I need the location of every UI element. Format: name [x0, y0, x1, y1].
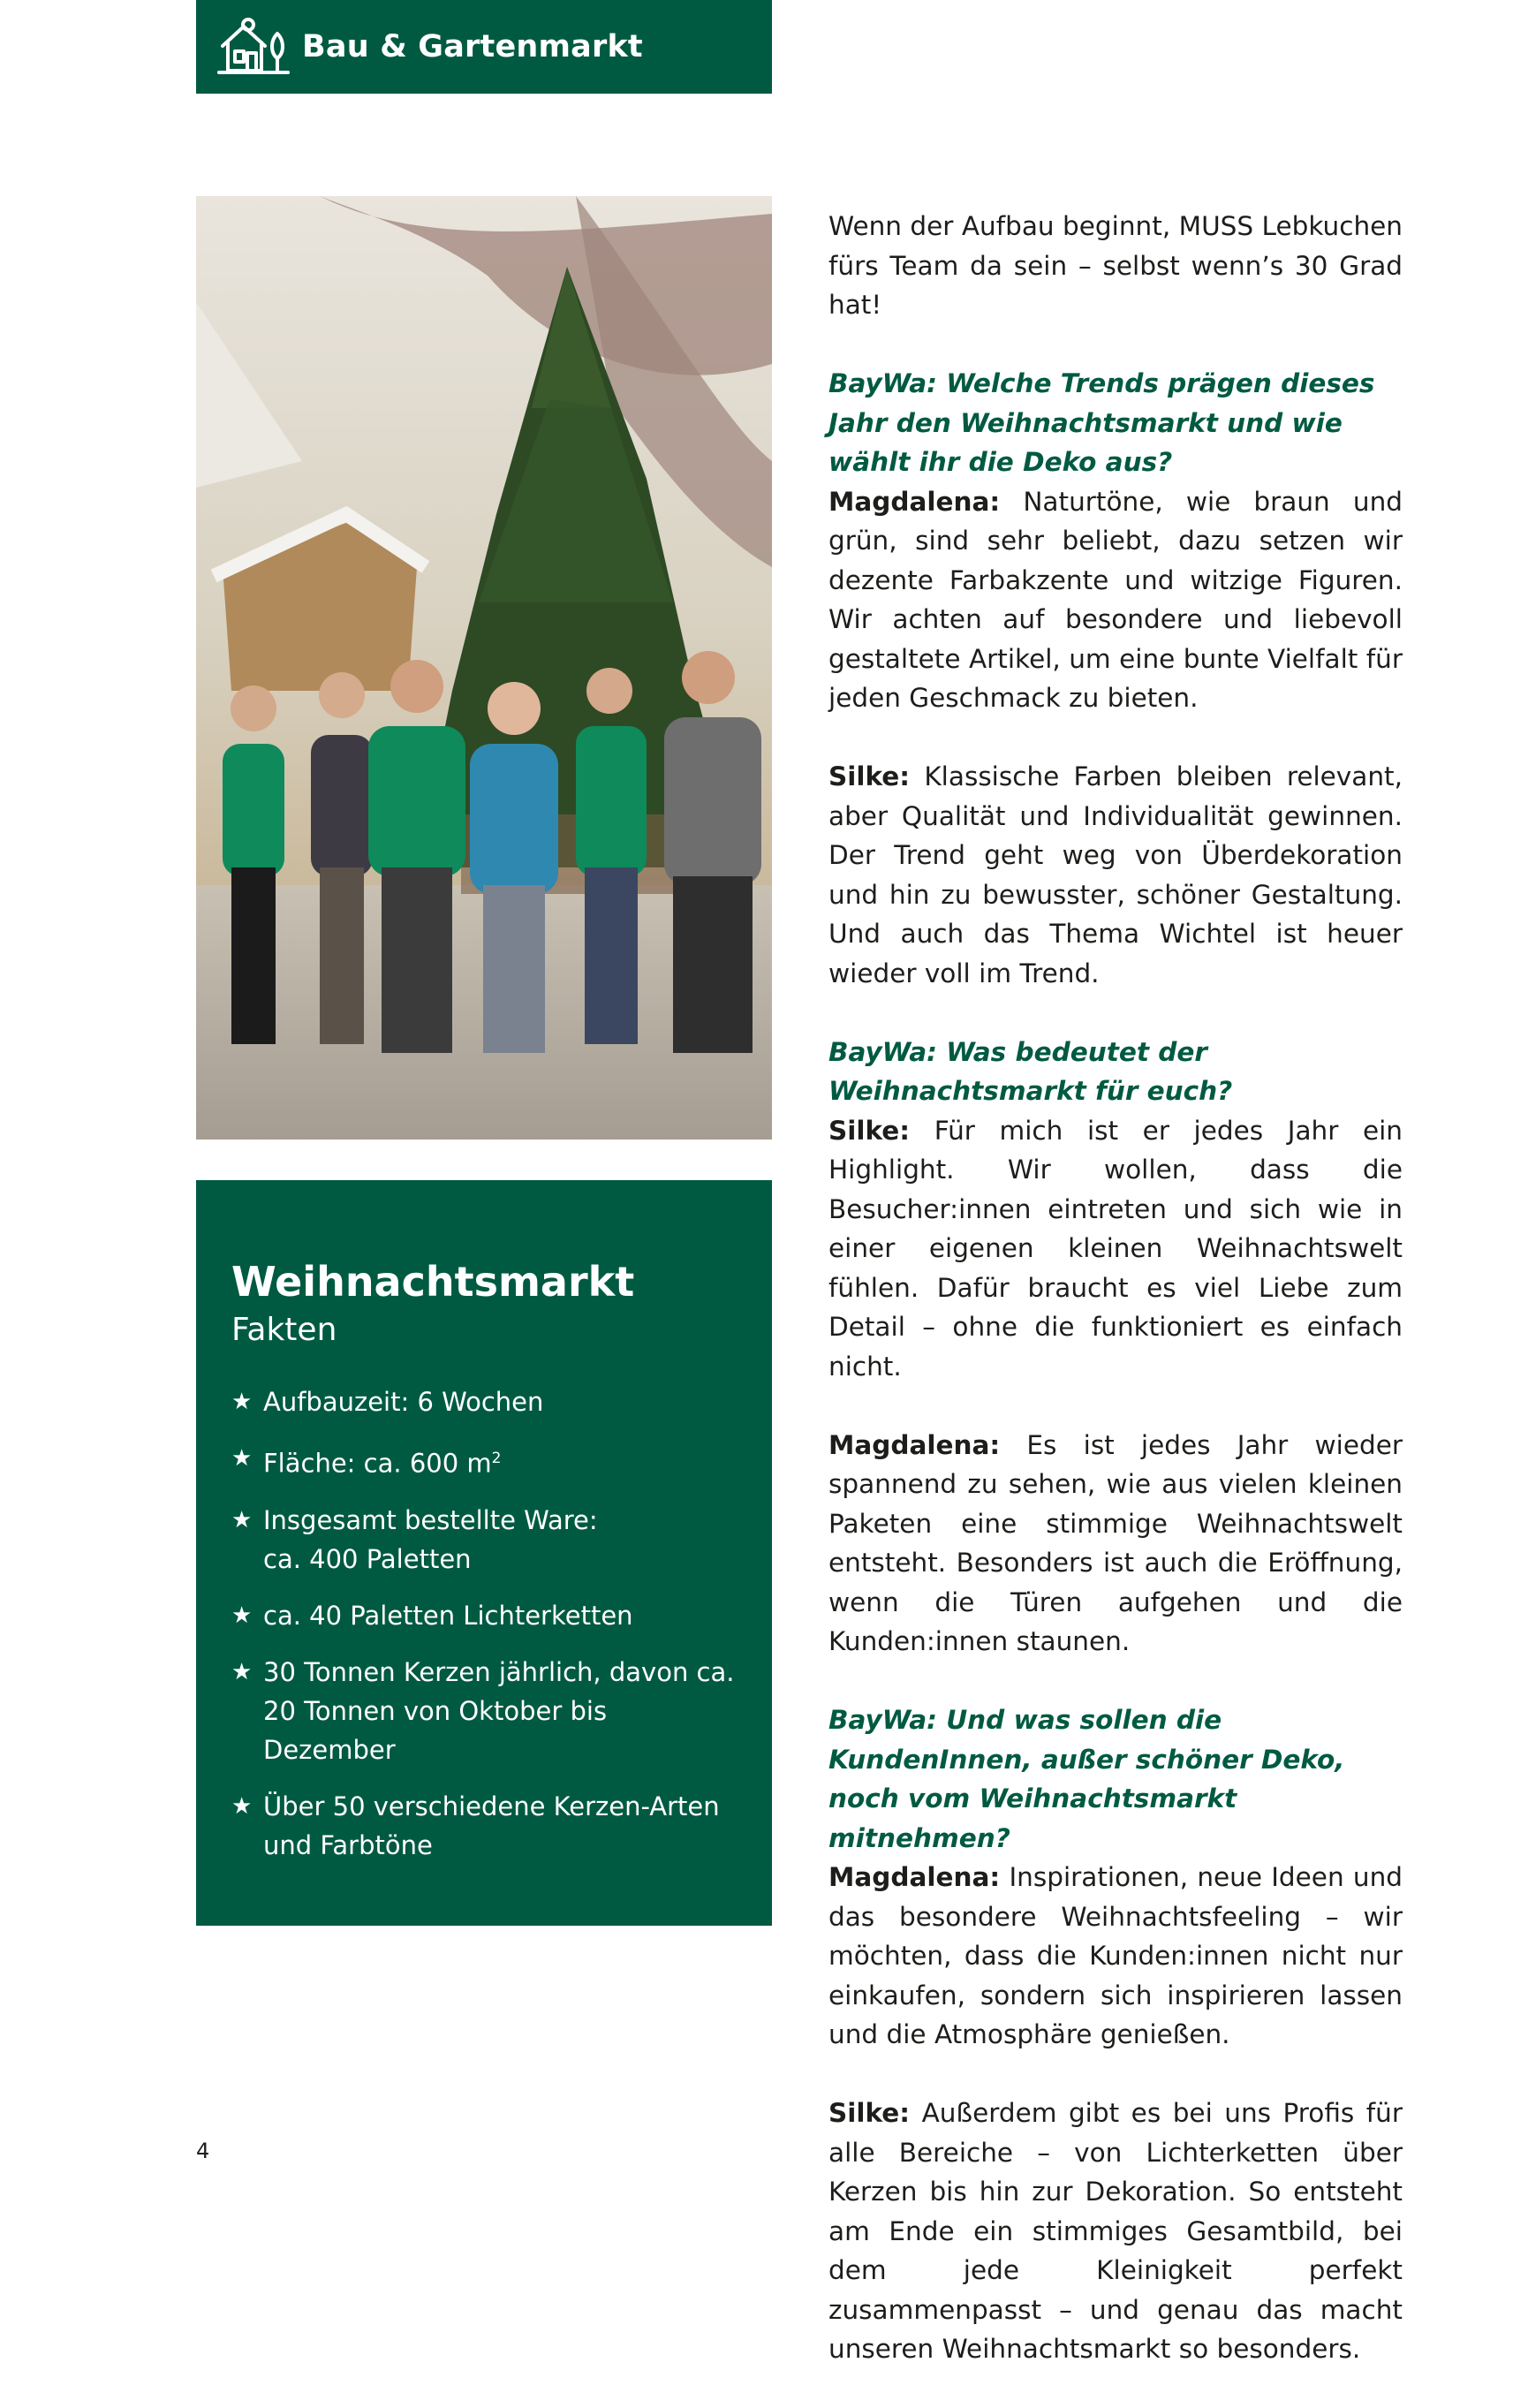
intro-paragraph: Wenn der Aufbau beginnt, MUSS Lebkuchen fürs Team da sein – selbst wenn’s 30 Grad hat! [828, 211, 1403, 320]
star-icon: ★ [231, 1792, 253, 1820]
list-item: ★ Aufbauzeit: 6 Wochen [231, 1382, 737, 1421]
page-number: 4 [196, 2139, 210, 2163]
answer: Silke: Klassische Farben bleiben relevant, aber Qualität und Individualität gewinnen. Der Trend geht weg von Überdekoration und hin zu bewusster, schöner Gestaltung. Und auch das Thema Wichtel ist heuer wieder voll im Trend. [828, 761, 1403, 988]
section-header [196, 0, 772, 94]
qa-block [828, 364, 1403, 718]
question: BayWa: Was bedeutet der Weihnachtsmarkt für euch? [828, 1036, 1233, 1106]
list-item: ★ Fläche: ca. 600 $m^2$ [231, 1439, 737, 1483]
answer: Silke: Außerdem gibt es bei uns Profis für alle Bereiche – von Lichterketten über Kerzen bis hin zur Dekoration. So entsteht am Ende ein stimmiges Gesamtbild, bei dem jede Kleinigkeit perfekt zusammenpasst – und genau das macht unseren Weihnachtsmarkt so besonders. [828, 2098, 1403, 2364]
house-garden-icon [217, 16, 290, 78]
star-icon: ★ [231, 1658, 253, 1685]
answer: Magdalena: Naturtöne, wie braun und grün, sind sehr beliebt, dazu setzen wir dezente Farbakzente und witzige Figuren. Wir achten auf besondere und liebevoll gestaltete Artikel, um eine bunte Vielfalt für jeden Geschmack zu bieten. [828, 486, 1403, 713]
list-item: ★ Über 50 verschiedene Kerzen-Arten und Farbtöne [231, 1787, 737, 1865]
star-icon: ★ [231, 1389, 253, 1415]
star-icon: ★ [231, 1445, 253, 1472]
facts-list [231, 1382, 737, 1865]
answer: Silke: Für mich ist er jedes Jahr ein Highlight. Wir wollen, dass die Besucher:innen eintreten und sich wie in einer eigenen kleinen Weihnachtswelt fühlen. Dafür braucht es viel Liebe zum Detail – ohne die funktioniert es einfach nicht. [828, 1115, 1403, 1382]
list-item: ★ Insgesamt bestellte Ware: ca. 400 Paletten [231, 1501, 737, 1579]
star-icon: ★ [231, 1506, 253, 1533]
qa-block [828, 1700, 1403, 2055]
star-icon: ★ [231, 1602, 253, 1629]
facts-subtitle: Fakten [231, 1312, 337, 1348]
team-photo [196, 196, 772, 1140]
question: BayWa: Und was sollen die KundenInnen, außer schöner Deko, noch vom Weihnachtsmarkt mitnehmen? [828, 1705, 1345, 1853]
qa-block [828, 1033, 1403, 1387]
answer: Magdalena: Es ist jedes Jahr wieder spannend zu sehen, wie aus vielen kleinen Paketen eine stimmige Weihnachtswelt entsteht. Besonders ist auch die Eröffnung, wenn die Türen aufgehen und die Kunden:innen staunen. [828, 1429, 1403, 1656]
facts-title: Weihnachtsmarkt [231, 1258, 635, 1306]
answer: Magdalena: Inspirationen, neue Ideen und das besondere Weihnachtsfeeling – wir möchten, dass die Kunden:innen nicht nur einkaufen, sondern sich inspirieren lassen und die Atmosphäre genießen. [828, 1862, 1403, 2049]
facts-box [196, 1180, 772, 1926]
list-item: ★ ca. 40 Paletten Lichterketten [231, 1596, 737, 1635]
article-column [828, 207, 1403, 2408]
question: BayWa: Welche Trends prägen dieses Jahr den Weihnachtsmarkt und wie wählt ihr die Deko aus? [828, 368, 1375, 477]
section-title: Bau & Gartenmarkt [302, 29, 643, 64]
list-item: ★ 30 Tonnen Kerzen jährlich, davon ca. 20 Tonnen von Oktober bis Dezember [231, 1653, 737, 1769]
